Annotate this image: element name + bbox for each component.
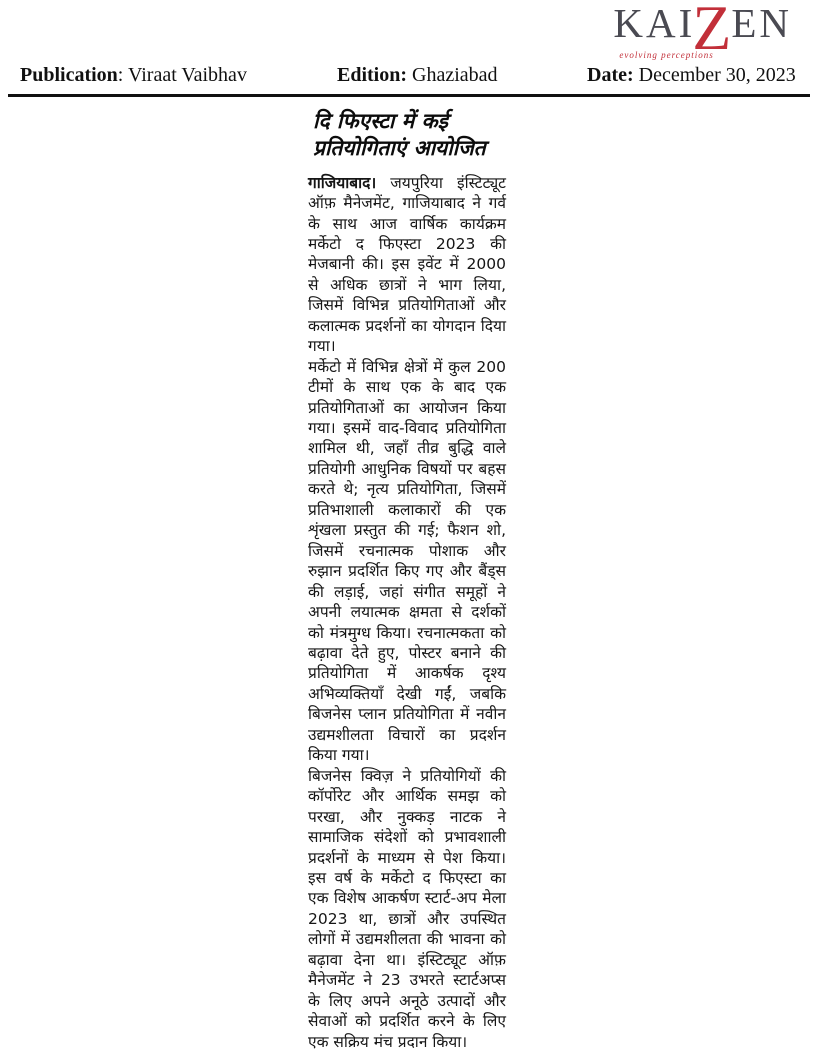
article-paragraph (308, 173, 506, 357)
kaizen-logo (613, 0, 792, 63)
date-label: Date: (587, 64, 634, 86)
publication-field (20, 64, 337, 87)
clipping-meta-row (8, 64, 810, 97)
article-paragraph: मर्केटो में विभिन्न क्षेत्रों में कुल 200 टीमों के साथ एक के बाद एक प्रतियोगिताओं का आयोजन किया गया। इसमें वाद-विवाद प्रतियोगिता शामिल थी, जहाँ तीव्र बुद्धि वाले प्रतियोगी आधुनिक विषयों पर बहस करते थे; नृत्य प्रतियोगिता, जिसमें प्रतिभाशाली कलाकारों की एक शृंखला प्रस्तुत की गई; फैशन शो, जिसमें रचनात्मक पोशाक और रुझान प्रदर्शित किए गए और बैंड्स की लड़ाई, जहां संगीत समूहों ने अपनी लयात्मक क्षमता से दर्शकों को मंत्रमुग्ध किया। रचनात्मकता को बढ़ावा देते हुए, पोस्टर बनाने की प्रतियोगिता में आकर्षक दृश्य अभिव्यक्तियाँ देखी गईं, जबकि बिजनेस प्लान प्रतियोगिता में नवीन उद्यमशीलता विचारों का प्रदर्शन किया गया। (308, 357, 506, 765)
date-value: December 30, 2023 (633, 64, 796, 86)
date-field (587, 64, 810, 87)
logo-text-z: Z (692, 0, 735, 63)
article-dateline: गाजियाबाद। (308, 173, 377, 192)
article-clipping (308, 108, 506, 1052)
article-headline-line1: दि फिएस्टा में कई (313, 109, 448, 133)
article-headline (308, 108, 506, 163)
publication-label: Publication (20, 64, 118, 86)
edition-value: Ghaziabad (407, 64, 498, 86)
edition-label: Edition: (337, 64, 408, 86)
edition-field (337, 64, 587, 87)
logo-text-en: EN (731, 0, 792, 46)
logo-tagline: evolving perceptions (619, 50, 714, 60)
article-headline-line2: प्रतियोगिताएं आयोजित (313, 136, 486, 161)
logo-text-kai: KAI (613, 0, 696, 46)
article-paragraph-text: जयपुरिया इंस्टिट्यूट ऑफ़ मैनेजमेंट, गाजियाबाद ने गर्व के साथ आज वार्षिक कार्यक्रम मर्केटो द फिएस्टा 2023 की मेजबानी की। इस इवेंट में 2000 से अधिक छात्रों ने भाग लिया, जिसमें विभिन्न प्रतियोगिताओं और कलात्मक प्रदर्शनों का योगदान दिया गया। (308, 173, 506, 356)
publication-value: : Viraat Vaibhav (117, 64, 247, 86)
article-paragraph: बिजनेस क्विज़ ने प्रतियोगियों की कॉर्पोरेट और आर्थिक समझ को परखा, और नुक्कड़ नाटक ने सामाजिक संदेशों को प्रभावशाली प्रदर्शनों के माध्यम से पेश किया। इस वर्ष के मर्केटो द फिएस्टा का एक विशेष आकर्षण स्टार्ट-अप मेला 2023 था, छात्रों और उपस्थित लोगों में उद्यमशीलता की भावना को बढ़ावा देना था। इंस्टिट्यूट ऑफ़ मैनेजमेंट ने 23 उभरते स्टार्टअप्स के लिए अपने अनूठे उत्पादों और सेवाओं को प्रदर्शित करने के लिए एक सक्रिय मंच प्रदान किया। (308, 766, 506, 1051)
